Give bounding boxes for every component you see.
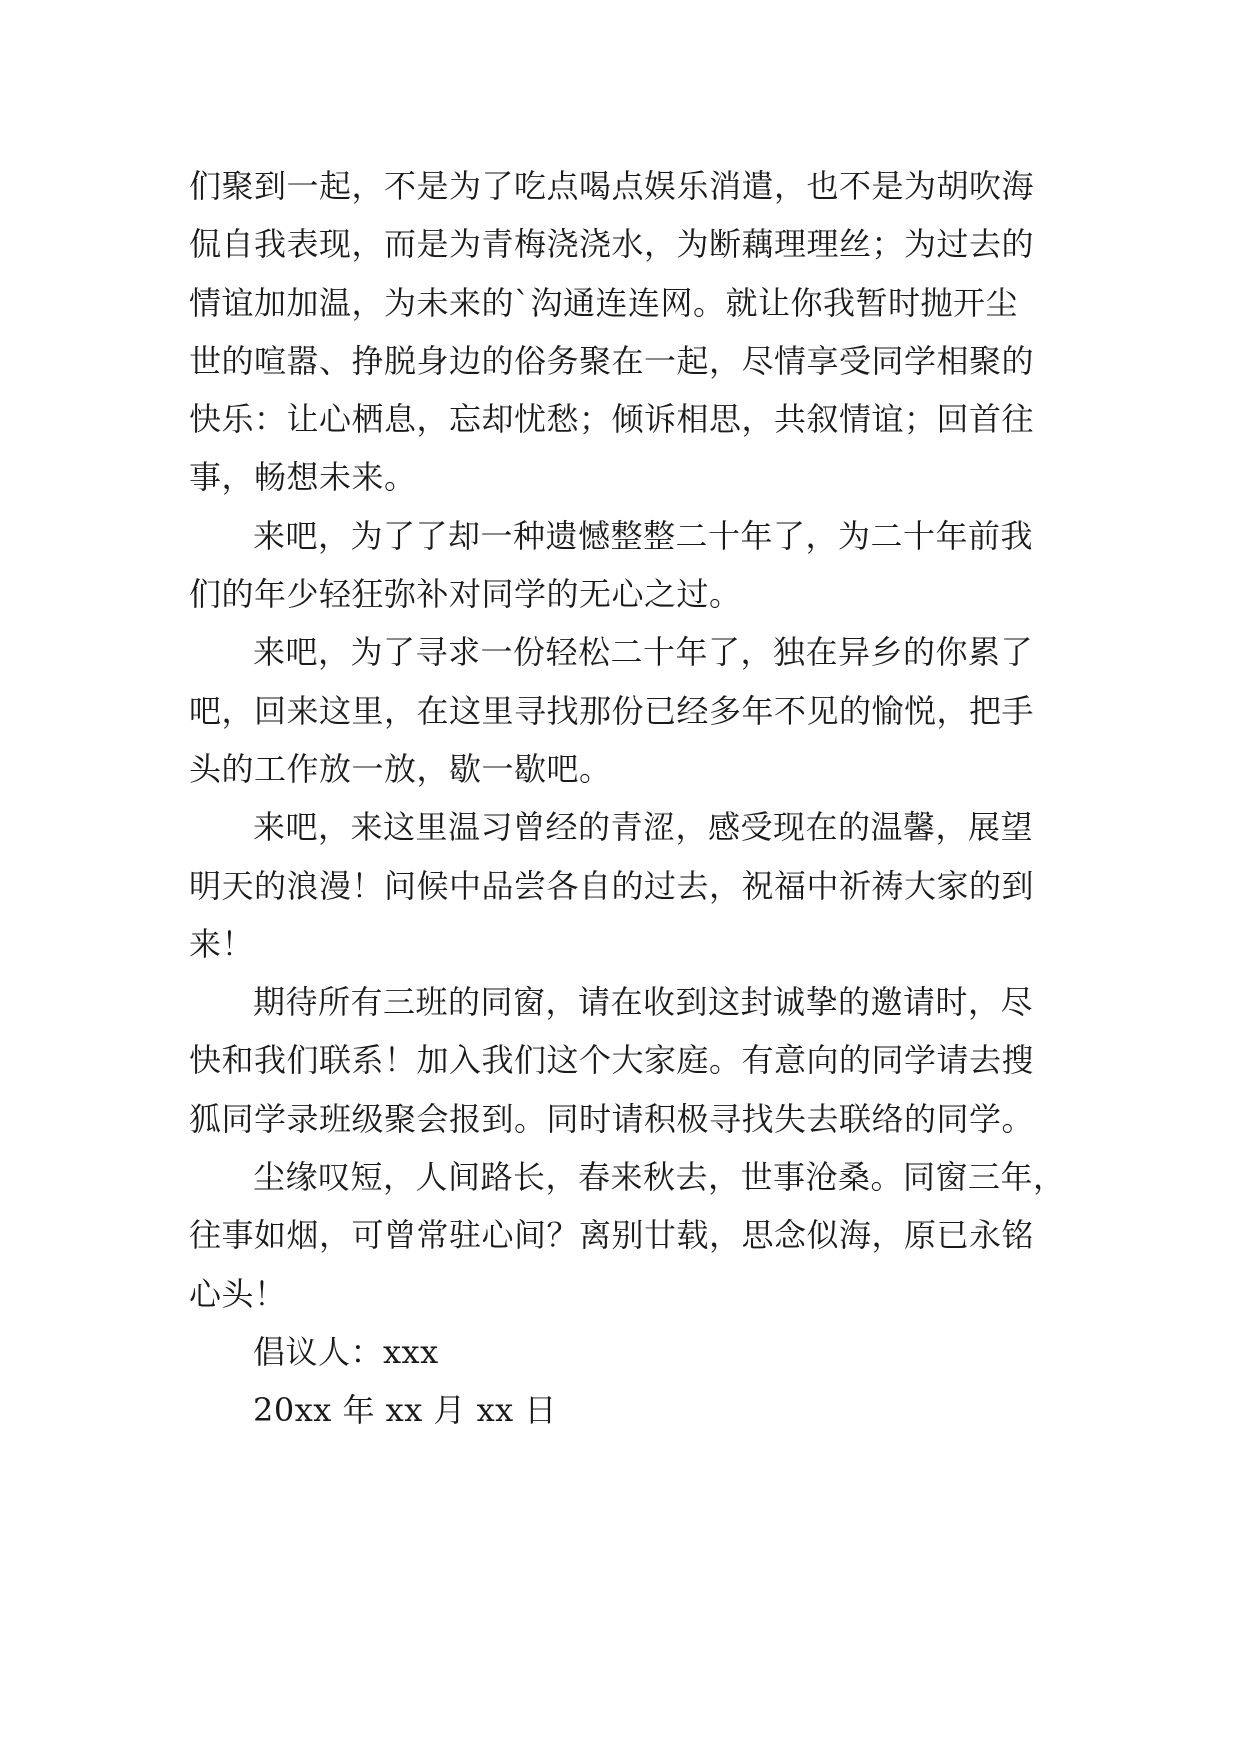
paragraph-start-line: 来吧，为了了却一种遗憾整整二十年了，为二十年前我 <box>253 516 1034 555</box>
text-line: 世的喧嚣、挣脱身边的俗务聚在一起，尽情享受同学相聚的 <box>189 341 1035 380</box>
document-body <box>189 157 1069 1440</box>
text-line: 心头！ <box>189 1274 287 1313</box>
text-line: 事，畅想未来。 <box>189 458 417 497</box>
text-line: 头的工作放一放，歇一歇吧。 <box>189 749 612 788</box>
signature-initiator: 倡议人：xxx <box>253 1332 439 1371</box>
text-line: 快乐：让心栖息，忘却忧愁；倾诉相思，共叙情谊；回首往 <box>189 400 1035 439</box>
paragraph-start-line: 来吧，为了寻求一份轻松二十年了，独在异乡的你累了 <box>253 633 1034 672</box>
text-line: 们聚到一起，不是为了吃点喝点娱乐消遣，也不是为胡吹海 <box>189 167 1035 205</box>
text-line: 来！ <box>189 924 255 963</box>
paragraph-start-line: 来吧，来这里温习曾经的青涩，感受现在的温馨，展望 <box>253 808 1034 847</box>
text-line: 情谊加加温，为未来的`沟通连连网。就让你我暂时抛开尘 <box>189 283 1019 322</box>
text-line: 吧，回来这里，在这里寻找那份已经多年不见的愉悦，把手 <box>189 691 1035 730</box>
paragraph-start-line: 期待所有三班的同窗，请在收到这封诚挚的邀请时，尽 <box>253 983 1034 1022</box>
paragraph-start-line: 尘缘叹短，人间路长，春来秋去，世事沧桑。同窗三年， <box>253 1158 1066 1197</box>
signature-date: 20xx 年 xx 月 xx 日 <box>253 1391 557 1430</box>
text-line: 们的年少轻狂弥补对同学的无心之过。 <box>189 575 742 614</box>
text-line: 明天的浪漫！问候中品尝各自的过去，祝福中祈祷大家的到 <box>189 866 1035 905</box>
text-line: 往事如烟，可曾常驻心间？离别廿载，思念似海，原已永铭 <box>189 1216 1035 1255</box>
text-line: 快和我们联系！加入我们这个大家庭。有意向的同学请去搜 <box>189 1041 1035 1080</box>
text-line: 狐同学录班级聚会报到。同时请积极寻找失去联络的同学。 <box>189 1099 1035 1138</box>
text-line: 侃自我表现，而是为青梅浇浇水，为断藕理理丝；为过去的 <box>189 225 1035 264</box>
